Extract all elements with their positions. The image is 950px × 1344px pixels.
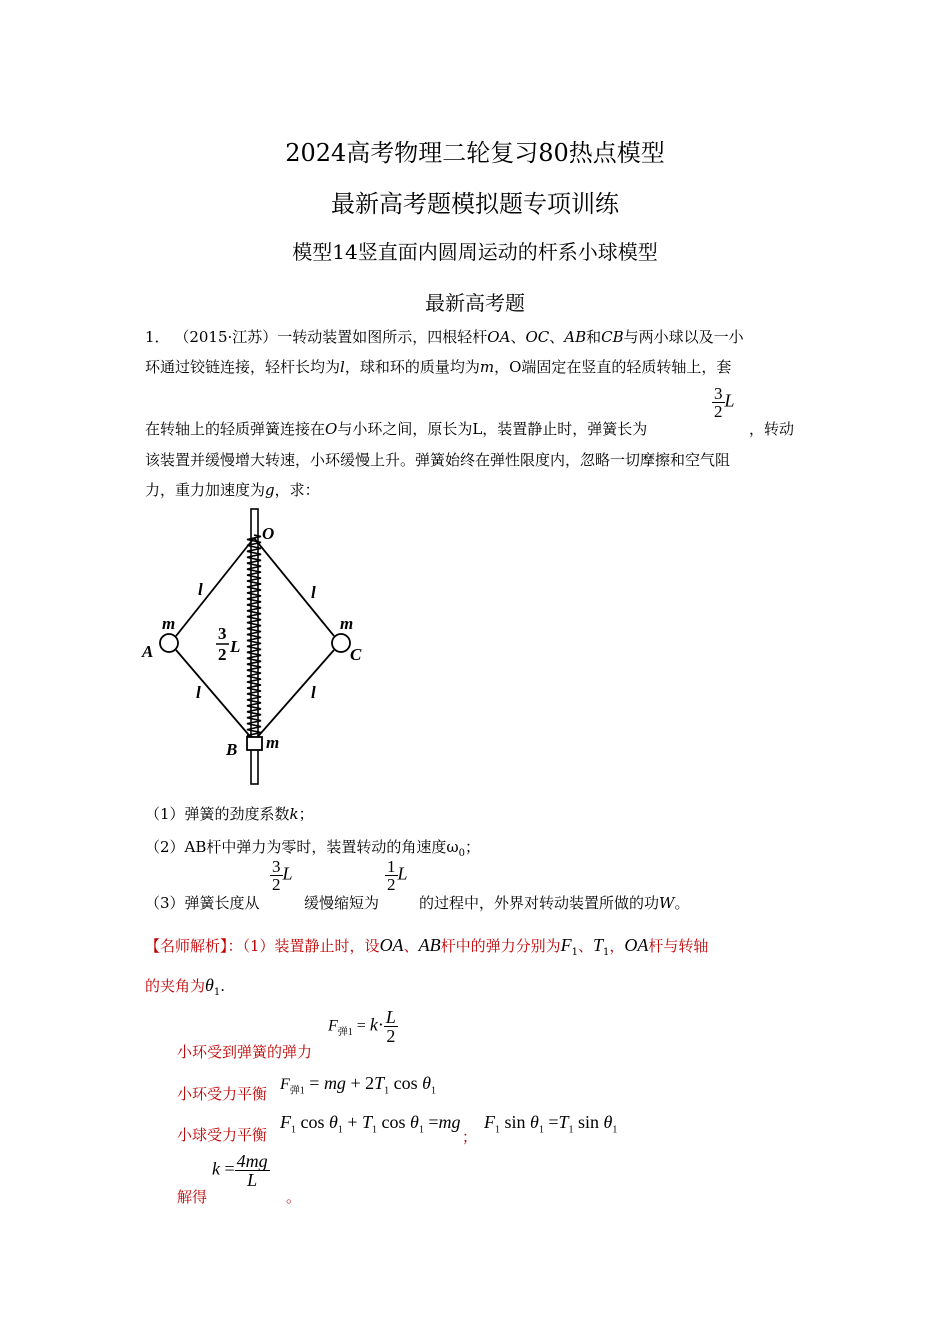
text: ； [298,805,314,823]
problem-line-3 [145,418,647,439]
ring-b [247,737,262,750]
solution-line-1 [145,935,708,958]
var-theta: θ [410,1112,419,1132]
rod-oc: OC [525,328,550,346]
question-3-start: （3）弹簧长度从 [145,894,260,912]
text: = [309,1073,320,1093]
label-o: O [262,524,275,543]
text: （1）弹簧的劲度系数 [145,805,290,823]
text: cos [300,1112,325,1132]
text: 的夹角为 [145,977,206,995]
var-k: k [289,805,299,823]
problem-source: （2015·江苏） [174,328,278,346]
result-end: 。 [286,1188,302,1206]
text: = [224,1158,235,1179]
rod-cb: CB [601,328,624,346]
text: 杆与转轴 [648,937,709,955]
rod-ab: AB [564,328,587,346]
label-l-cb: l [311,683,316,702]
subscript: 1 [603,947,610,958]
ball-c [332,634,350,652]
spring [247,535,261,737]
var-f: F [328,1017,338,1035]
rod-oc [254,538,334,636]
var-f: F [280,1076,290,1093]
question-1 [145,803,314,824]
problem-line-3-end: ，转动 [749,420,795,438]
ball-a [160,634,178,652]
text: ； [465,838,481,856]
title-line-3: 模型14竖直面内圆周运动的杆系小球模型 [292,240,658,264]
subscript: 1 [337,1124,343,1136]
rotating-device-figure [138,505,378,790]
subscript: 1 [213,987,221,998]
result-label: 解得 [177,1188,208,1206]
equation-4 [484,1112,617,1136]
var-mg: mg [323,1073,346,1093]
var-theta: θ [422,1073,431,1093]
denominator: 2 [387,875,396,894]
problem-line-2 [145,356,731,377]
fraction-3-2-L [712,385,735,420]
subscript: 1 [430,1085,436,1097]
denominator: L [247,1170,258,1190]
var-L: L [282,863,293,884]
denominator: 2 [386,1026,396,1046]
var-theta: θ [530,1112,539,1132]
text: sin [578,1112,600,1132]
var-g: g [265,481,275,499]
text: 。 [674,894,690,912]
text: = [356,1017,366,1035]
label-frac-den: 2 [218,645,227,664]
label-b: B [226,740,238,759]
label-m-b: m [266,733,280,752]
text: 在转轴上的轻质弹簧连接在 [145,420,326,438]
var-f: F [484,1112,495,1132]
var-t: T [592,935,603,955]
subscript: 1 [372,1124,378,1136]
equation-2-label: 小环受力平衡 [177,1085,268,1103]
text: 环通过铰链连接，轻杆长均为 [145,358,341,376]
text: 杆中的弹力分别为 [440,937,561,955]
problem-line-5 [145,479,320,500]
var-k: k [369,1014,378,1035]
numerator: 4mg [236,1151,268,1171]
var-L: L [724,390,735,411]
subscript: 弹1 [337,1027,353,1039]
text: 与两小球以及一小 [623,328,744,346]
solution-line-2 [145,975,225,998]
subscript: 1 [384,1085,390,1097]
var-f: F [560,935,572,955]
var-m: m [479,358,495,376]
var-f: F [280,1112,291,1132]
label-frac-L: L [230,637,241,656]
var-t: T [362,1112,373,1132]
text: 一转动装置如图所示，四根轻杆 [277,328,488,346]
var-theta: θ [603,1112,613,1132]
label-l-ab: l [196,683,201,702]
subscript: 1 [568,1124,574,1136]
var-oa: OA [379,935,404,955]
var-theta: θ [205,975,214,995]
text: （1）装置静止时，设 [242,937,380,955]
text: 2 [365,1073,375,1093]
text: 与小环之间，原长为L，装置静止时，弹簧长为 [337,420,648,438]
label-frac-num: 3 [218,624,227,643]
question-3-mid: 缓慢缩短为 [304,894,380,912]
title-line-2: 最新高考题模拟题专项训练 [331,190,619,218]
label-m-a: m [162,614,176,633]
text: 、 [577,937,593,955]
var-t: T [374,1073,385,1093]
numerator: 3 [714,384,723,403]
section-heading: 最新高考题 [425,291,525,315]
equation-1: $F_{弹1} = k\cdot$ $\frac{L}{2}$ [328,1007,396,1046]
var-t: T [558,1112,569,1132]
question-3-end [419,892,689,913]
equation-3 [280,1112,461,1136]
var-w: W [659,894,675,912]
result-equation [212,1152,270,1189]
var-k: k [212,1158,220,1179]
rod-oa [176,538,254,636]
text: （2）AB杆中弹力为零时，装置转动的角速度ω [145,838,459,856]
text: 、 [403,937,419,955]
equation-2 [280,1073,436,1097]
var-theta: θ [329,1112,338,1132]
equation-1-label: 小环受到弹簧的弹力 [177,1043,313,1061]
text: sin [504,1112,526,1132]
equation-3-separator: ； [462,1128,478,1146]
denominator: 2 [272,875,281,894]
rod-ab [176,650,254,741]
var-ab: AB [418,935,441,955]
text: = [548,1112,559,1132]
problem-line-1 [145,326,744,347]
label-c: C [350,645,362,664]
solution-heading: 【名师解析】： [145,937,243,955]
denominator: 2 [714,402,723,421]
var-mg: mg [438,1112,461,1132]
var-oa: OA [624,935,649,955]
rod-cb [254,650,334,741]
text: ， [609,937,625,955]
text: cos [393,1073,418,1093]
var-l: l [340,358,345,376]
text: 、 [549,328,565,346]
text: 力，重力加速度为 [145,481,266,499]
text: + [350,1073,361,1093]
text: cos [381,1112,406,1132]
numerator: 3 [272,857,281,876]
label-m-c: m [340,614,354,633]
var-o: O [325,420,338,438]
equation-3-label: 小球受力平衡 [177,1126,268,1144]
problem-number: 1． [145,328,170,346]
var-L: L [397,863,408,884]
subscript: 1 [538,1124,544,1136]
numerator: L [385,1007,396,1027]
text: ，求： [274,481,320,499]
subscript: 1 [612,1124,618,1136]
subscript: 弹1 [289,1085,305,1097]
text: 的过程中，外界对转动装置所做的功 [419,894,660,912]
text: ，球和环的质量均为 [344,358,480,376]
subscript: 1 [495,1124,500,1136]
label-l-oa: l [198,580,203,599]
subscript: 0 [458,848,466,859]
subscript: 1 [291,1124,296,1136]
title-line-1: 2024高考物理二轮复习80热点模型 [285,139,665,167]
subscript: 1 [418,1124,424,1136]
subscript: 1 [571,947,578,958]
text: + [347,1112,358,1132]
fraction-1-2-L [385,858,408,893]
rod-oa: OA [487,328,511,346]
label-l-oc: l [311,583,316,602]
fraction-3-2-L-q3 [270,858,293,893]
question-2 [145,836,480,859]
problem-line-4: 该装置并缓慢增大转速，小环缓慢上升。弹簧始终在弹性限度内，忽略一切摩擦和空气阻 [145,451,731,469]
text: ，O端固定在竖直的轻质转轴上，套 [494,358,732,376]
text: 、 [510,328,526,346]
numerator: 1 [387,857,396,876]
text: 和 [586,328,602,346]
text: . [220,977,226,995]
label-a: A [142,642,154,661]
text: = [428,1112,439,1132]
